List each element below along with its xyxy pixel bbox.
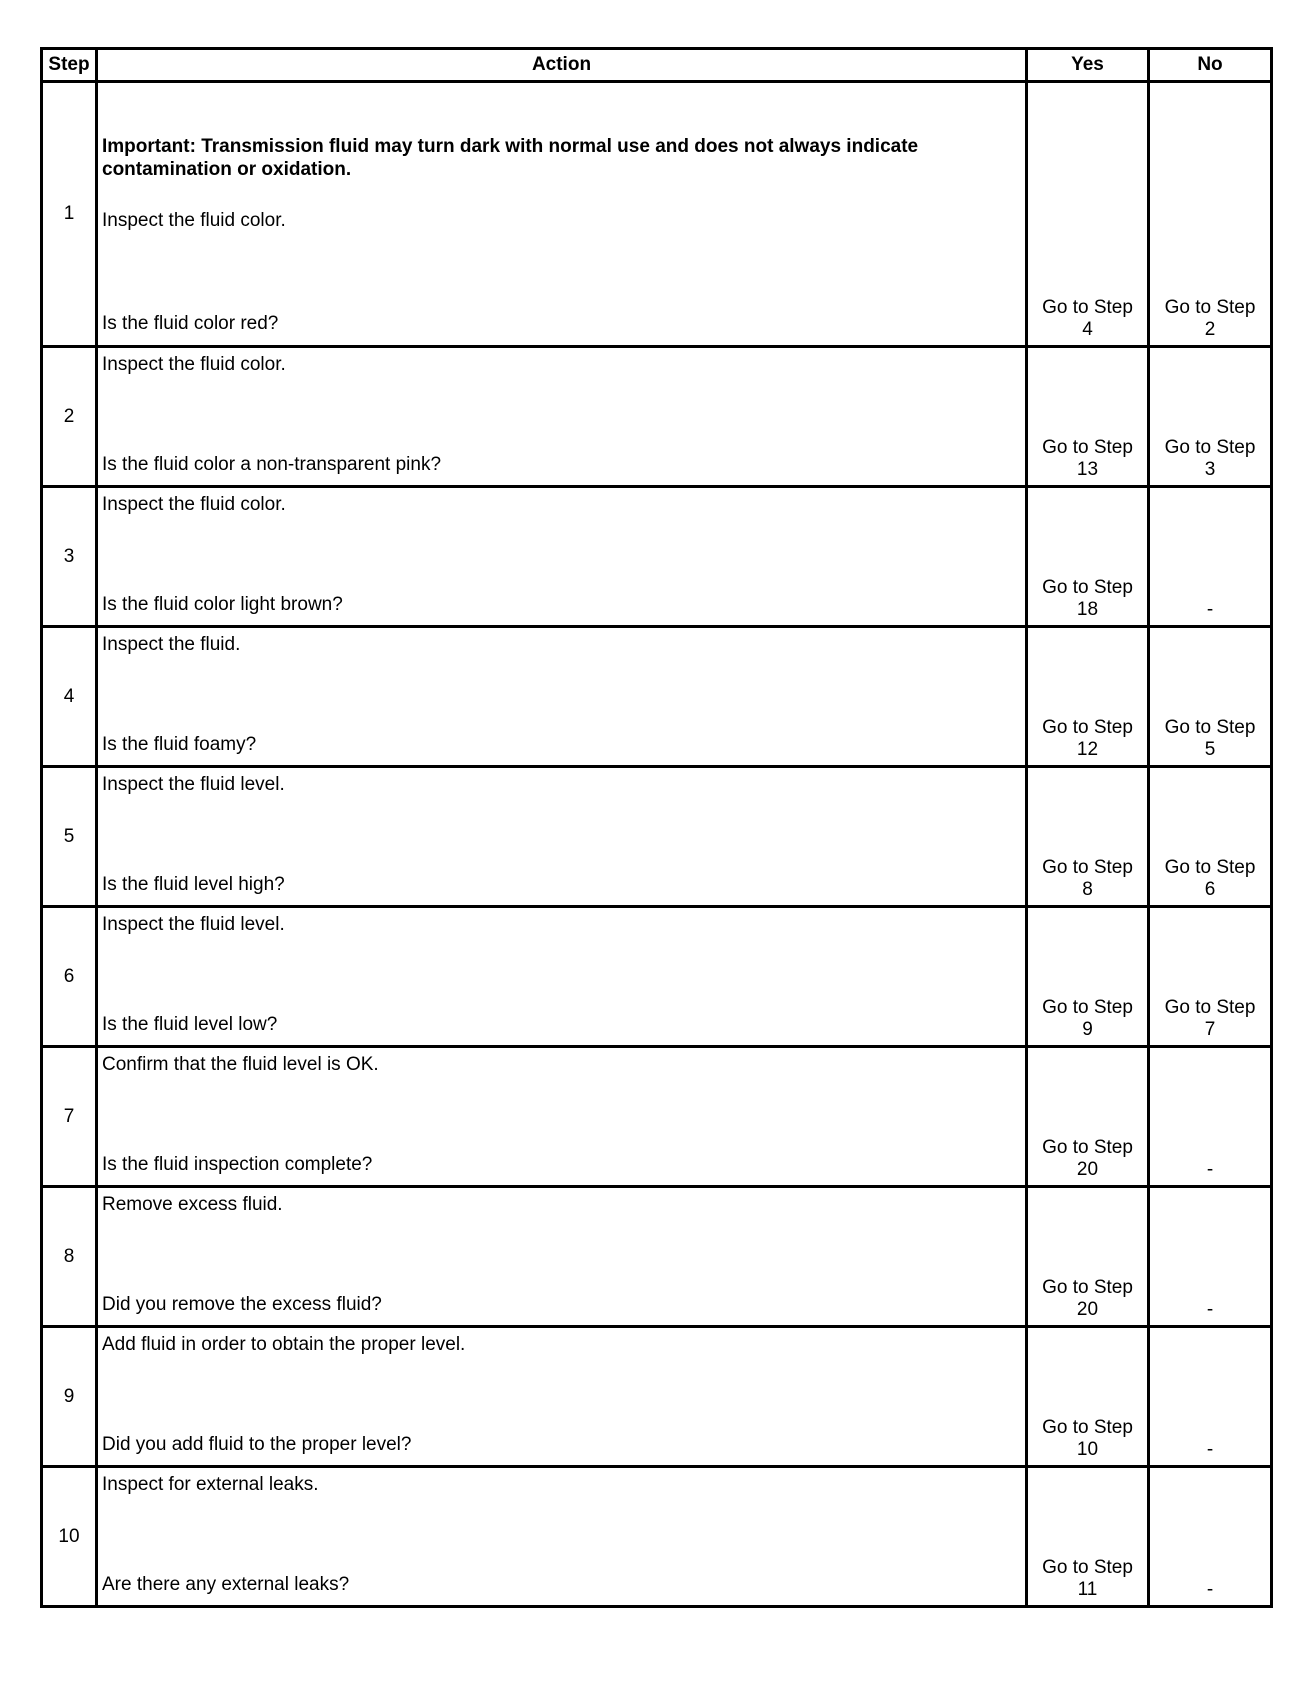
step-number: 2 <box>42 347 97 487</box>
table-row <box>42 82 1272 347</box>
step-number: 9 <box>42 1327 97 1467</box>
header-no: No <box>1149 49 1272 82</box>
question-text: Is the fluid foamy? <box>102 734 257 755</box>
yes-cell <box>1027 347 1149 487</box>
no-label: Go to Step <box>1164 857 1256 878</box>
yes-step: 8 <box>1082 879 1093 900</box>
no-value: - <box>1206 1439 1214 1460</box>
action-cell <box>97 487 1027 627</box>
no-cell <box>1149 907 1272 1047</box>
instruction-text: Inspect for external leaks. <box>102 1474 319 1495</box>
header-row <box>42 49 1272 82</box>
yes-step: 18 <box>1076 599 1099 620</box>
no-step: 2 <box>1204 319 1216 340</box>
yes-cell <box>1027 767 1149 907</box>
table-row <box>42 1467 1272 1607</box>
yes-label: Go to Step <box>1042 1557 1133 1578</box>
yes-label: Go to Step <box>1042 1417 1133 1438</box>
yes-label: Go to Step <box>1042 717 1133 738</box>
yes-cell <box>1027 1467 1149 1607</box>
header-step: Step <box>42 49 97 82</box>
step-number: 3 <box>42 487 97 627</box>
action-cell <box>97 907 1027 1047</box>
yes-step: 20 <box>1076 1299 1099 1320</box>
yes-cell <box>1027 1327 1149 1467</box>
table-row <box>42 907 1272 1047</box>
yes-label: Go to Step <box>1042 1137 1133 1158</box>
no-value: - <box>1206 599 1214 620</box>
action-cell <box>97 767 1027 907</box>
question-text: Is the fluid level low? <box>102 1014 278 1035</box>
header-yes: Yes <box>1027 49 1149 82</box>
no-step: 5 <box>1204 739 1216 760</box>
table-row <box>42 1327 1272 1467</box>
action-cell <box>97 82 1027 347</box>
no-label: Go to Step <box>1164 297 1256 318</box>
no-cell <box>1149 627 1272 767</box>
step-number: 4 <box>42 627 97 767</box>
yes-label: Go to Step <box>1042 577 1133 598</box>
step-number: 7 <box>42 1047 97 1187</box>
table-row <box>42 627 1272 767</box>
action-cell <box>97 347 1027 487</box>
yes-label: Go to Step <box>1042 1277 1133 1298</box>
yes-step: 9 <box>1082 1019 1093 1040</box>
step-number: 8 <box>42 1187 97 1327</box>
action-cell <box>97 1327 1027 1467</box>
step-number: 10 <box>42 1467 97 1607</box>
no-cell <box>1149 767 1272 907</box>
instruction-text: Inspect the fluid color. <box>102 354 286 375</box>
instruction-text: Confirm that the fluid level is OK. <box>102 1054 379 1075</box>
yes-step: 10 <box>1076 1439 1099 1460</box>
no-step: 3 <box>1204 459 1216 480</box>
yes-step: 12 <box>1076 739 1099 760</box>
no-label: Go to Step <box>1164 997 1256 1018</box>
no-step: 7 <box>1204 1019 1216 1040</box>
yes-label: Go to Step <box>1042 857 1133 878</box>
question-text: Are there any external leaks? <box>102 1574 350 1595</box>
yes-step: 20 <box>1076 1159 1099 1180</box>
header-action: Action <box>97 49 1027 82</box>
yes-label: Go to Step <box>1042 997 1133 1018</box>
action-cell <box>97 1467 1027 1607</box>
no-cell <box>1149 1187 1272 1327</box>
important-note: Important: Transmission fluid may turn dark with normal use and does not always indicate contamination or oxidation. <box>102 136 919 180</box>
yes-cell <box>1027 907 1149 1047</box>
action-cell <box>97 1187 1027 1327</box>
question-text: Did you add fluid to the proper level? <box>102 1434 412 1455</box>
no-label: Go to Step <box>1164 717 1256 738</box>
yes-cell <box>1027 487 1149 627</box>
yes-label: Go to Step <box>1042 437 1133 458</box>
yes-label: Go to Step <box>1042 297 1133 318</box>
table-row <box>42 767 1272 907</box>
yes-cell <box>1027 627 1149 767</box>
instruction-text: Inspect the fluid color. <box>102 210 286 231</box>
instruction-text: Inspect the fluid. <box>102 634 241 655</box>
action-cell <box>97 1047 1027 1187</box>
step-number: 6 <box>42 907 97 1047</box>
yes-cell <box>1027 1047 1149 1187</box>
question-text: Is the fluid color a non-transparent pink? <box>102 454 442 475</box>
no-cell <box>1149 347 1272 487</box>
question-text: Is the fluid inspection complete? <box>102 1154 373 1175</box>
yes-step: 4 <box>1082 319 1093 340</box>
diagnostic-table <box>40 47 1273 1608</box>
table-row <box>42 1047 1272 1187</box>
no-cell <box>1149 1467 1272 1607</box>
question-text: Is the fluid color light brown? <box>102 594 343 615</box>
no-value: - <box>1206 1159 1214 1180</box>
question-text: Is the fluid level high? <box>102 874 285 895</box>
table-row <box>42 1187 1272 1327</box>
yes-step: 11 <box>1077 1579 1098 1600</box>
table-row <box>42 347 1272 487</box>
no-cell <box>1149 487 1272 627</box>
question-text: Is the fluid color red? <box>102 313 279 334</box>
instruction-text: Inspect the fluid level. <box>102 914 285 935</box>
instruction-text: Inspect the fluid level. <box>102 774 285 795</box>
step-number: 1 <box>42 82 97 347</box>
instruction-text: Remove excess fluid. <box>102 1194 283 1215</box>
step-number: 5 <box>42 767 97 907</box>
question-text: Did you remove the excess fluid? <box>102 1294 382 1315</box>
action-cell <box>97 627 1027 767</box>
no-cell <box>1149 1327 1272 1467</box>
no-cell <box>1149 1047 1272 1187</box>
no-step: 6 <box>1204 879 1216 900</box>
no-cell <box>1149 82 1272 347</box>
no-value: - <box>1206 1299 1214 1320</box>
instruction-text: Add fluid in order to obtain the proper level. <box>102 1334 466 1355</box>
yes-cell <box>1027 1187 1149 1327</box>
table-row <box>42 487 1272 627</box>
no-value: - <box>1206 1579 1214 1600</box>
yes-cell <box>1027 82 1149 347</box>
yes-step: 13 <box>1076 459 1099 480</box>
no-label: Go to Step <box>1164 437 1256 458</box>
instruction-text: Inspect the fluid color. <box>102 494 286 515</box>
